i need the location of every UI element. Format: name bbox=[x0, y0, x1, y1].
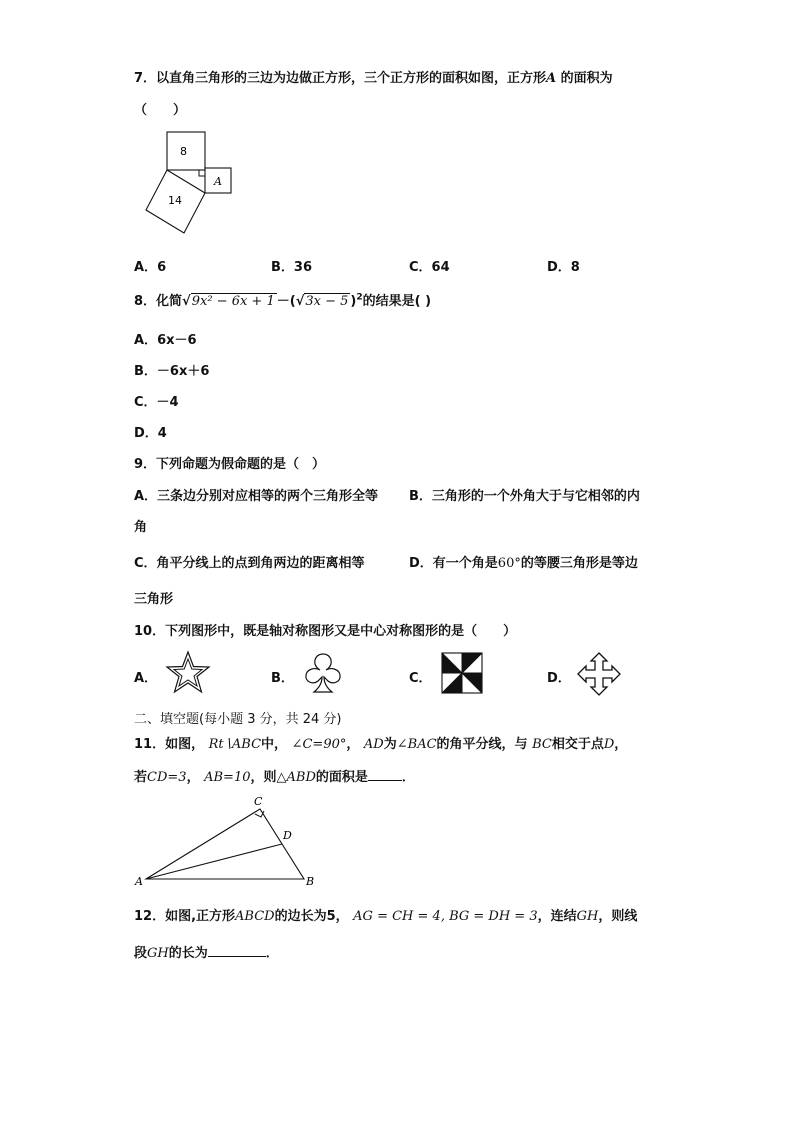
q11-vertex-b: B bbox=[306, 875, 315, 888]
q7-stem: 7．以直角三角形的三边为边做正方形，三个正方形的面积如图，正方形A 的面积为 bbox=[134, 71, 613, 86]
q11-vertex-c: C bbox=[254, 795, 263, 808]
q7-paren: （ ） bbox=[134, 103, 187, 118]
q7-option-b[interactable]: B．36 bbox=[271, 260, 313, 275]
four-arrows-icon bbox=[576, 651, 622, 697]
q12-stem-line1: 12．如图,正方形ABCD的边长为5， AG = CH = 4, BG = DH = 3，连结GH，则线 bbox=[134, 909, 638, 924]
club-icon bbox=[300, 650, 346, 696]
q12-answer-blank[interactable] bbox=[208, 944, 266, 957]
q10-stem: 10．下列图形中，既是轴对称图形又是中心对称图形的是（ ） bbox=[134, 624, 517, 639]
q7-option-d[interactable]: D．8 bbox=[547, 260, 580, 275]
q7-option-a[interactable]: A．6 bbox=[134, 260, 167, 275]
q11-vertex-a: A bbox=[135, 875, 143, 888]
q11-answer-blank[interactable] bbox=[368, 768, 402, 781]
q9-stem: 9．下列命题为假命题的是（ ） bbox=[134, 457, 326, 472]
q8-option-d[interactable]: D．4 bbox=[134, 426, 167, 441]
q8-option-b[interactable]: B．－6x＋6 bbox=[134, 364, 210, 379]
q9-option-d-cont: 三角形 bbox=[134, 592, 174, 607]
section-2-title: 二、填空题(每小题 3 分，共 24 分) bbox=[134, 712, 342, 727]
q10-option-d[interactable]: D． bbox=[547, 671, 571, 686]
q7-label-8: 8 bbox=[180, 145, 187, 158]
q9-option-b[interactable]: B．三角形的一个外角大于与它相邻的内 bbox=[409, 489, 640, 504]
radical-2: √3x − 5 bbox=[295, 294, 349, 309]
radical-1: √9x² − 6x + 1 bbox=[182, 294, 275, 309]
q12-stem-line2: 段GH的长为 ． bbox=[134, 946, 279, 961]
q9-option-b-cont: 角 bbox=[134, 520, 148, 535]
q9-option-a[interactable]: A．三条边分别对应相等的两个三角形全等 bbox=[134, 489, 379, 504]
q11-point-d: D bbox=[283, 829, 292, 842]
q7-label-a: A bbox=[214, 175, 222, 188]
q8-stem: 8．化简√9x² − 6x + 1 －(√3x − 5 )$^2$的结果是( ) bbox=[134, 292, 432, 309]
q10-option-c[interactable]: C． bbox=[409, 671, 432, 686]
q8-option-a[interactable]: A．6x－6 bbox=[134, 333, 197, 348]
q10-option-a[interactable]: A． bbox=[134, 671, 158, 686]
q7-option-c[interactable]: C．64 bbox=[409, 260, 450, 275]
q11-stem-line2: 若CD=3， AB=10，则△ABD的面积是 ． bbox=[134, 770, 415, 785]
q11-triangle-figure bbox=[132, 792, 322, 892]
q8-option-c[interactable]: C．－4 bbox=[134, 395, 179, 410]
pinwheel-icon bbox=[441, 652, 483, 694]
q10-option-b[interactable]: B． bbox=[271, 671, 294, 686]
q7-label-14: 14 bbox=[168, 194, 182, 207]
star-icon bbox=[164, 650, 212, 696]
q9-option-d[interactable]: D．有一个角是60°的等腰三角形是等边 bbox=[409, 556, 638, 571]
q9-option-c[interactable]: C．角平分线上的点到角两边的距离相等 bbox=[134, 556, 365, 571]
q7-squares-figure bbox=[140, 128, 240, 238]
q11-stem-line1: 11．如图， Rt∖ABC中， ∠C=90°， AD为∠BAC的角平分线，与 BC相交于点D， bbox=[134, 737, 628, 752]
